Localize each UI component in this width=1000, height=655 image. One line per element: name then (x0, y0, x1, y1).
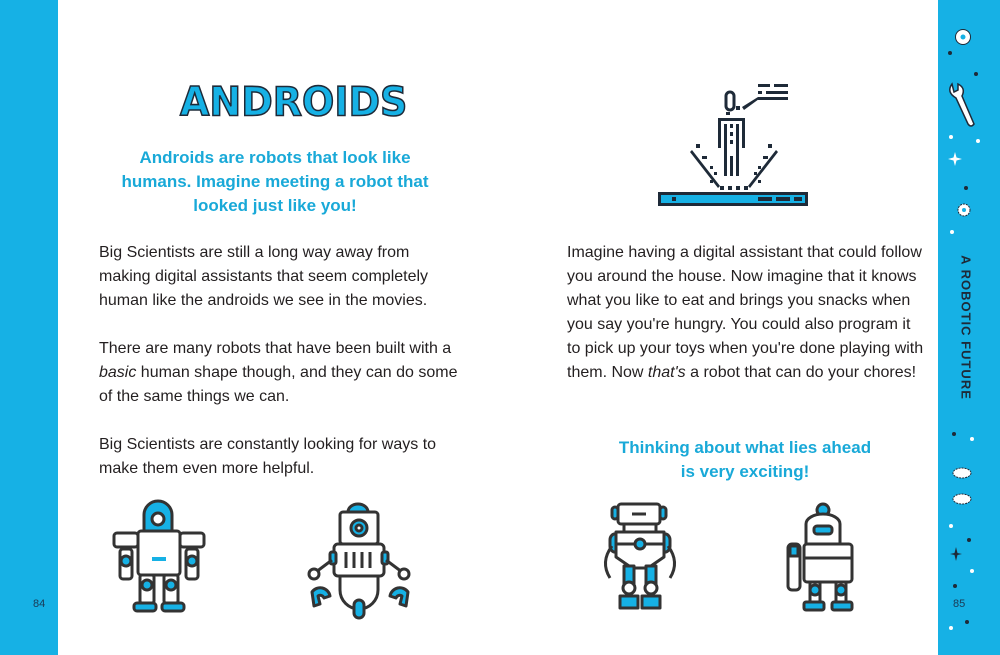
dot-decoration (949, 626, 953, 630)
tall-robot-icon (784, 500, 854, 618)
paragraph: Big Scientists are still a long way away from making digital assistants that seem completely human like the androids we see in the movies. (99, 244, 429, 309)
dot-decoration (950, 230, 954, 234)
dot-decoration (964, 186, 968, 190)
star-icon (948, 152, 962, 166)
round-robot-icon (602, 502, 694, 618)
dot-decoration (952, 432, 956, 436)
hologram-projector-icon (658, 84, 812, 224)
humanoid-robot-icon (112, 503, 212, 618)
gear-icon (954, 28, 972, 46)
right-body-text (567, 241, 927, 409)
gear-icon (957, 203, 971, 217)
page-number-left: 84 (33, 598, 46, 610)
dot-decoration (949, 135, 953, 139)
section-label: A ROBOTIC FUTURE (958, 255, 974, 400)
dot-decoration (970, 437, 974, 441)
paragraph: Big Scientists are constantly looking for ways to make them even more helpful. (99, 436, 437, 477)
left-margin-strip (0, 0, 58, 655)
page-number-right: 85 (953, 598, 966, 610)
gear-pair-icon (952, 492, 972, 506)
dot-decoration (949, 524, 953, 528)
dot-decoration (953, 584, 957, 588)
lead-text: Androids are robots that look like humans. Imagine meeting a robot that looked just like you! (121, 148, 429, 215)
wrench-icon (946, 80, 976, 130)
dot-decoration (970, 569, 974, 573)
dot-decoration (976, 139, 980, 143)
left-body-text (99, 241, 459, 505)
closing-text: Thinking about what lies ahead is very exciting! (618, 438, 872, 481)
sparkle-icon (950, 547, 962, 561)
claw-robot-icon (304, 500, 416, 615)
dot-decoration (948, 51, 952, 55)
dot-decoration (965, 620, 969, 624)
dot-decoration (967, 538, 971, 542)
page-title: ANDROIDS (180, 78, 408, 126)
paragraph: There are many robots that have been built with a basic human shape though, and they can do some of the same things we can. (99, 340, 458, 405)
dot-decoration (974, 72, 978, 76)
gear-pair-icon (952, 466, 972, 480)
paragraph: Imagine having a digital assistant that could follow you around the house. Now imagine that it knows what you like to eat and brings you snacks when you say you're hungry. You could also program it to pick up your toys when you're done playing with them. Now that's a robot that can do your chores! (567, 244, 924, 381)
